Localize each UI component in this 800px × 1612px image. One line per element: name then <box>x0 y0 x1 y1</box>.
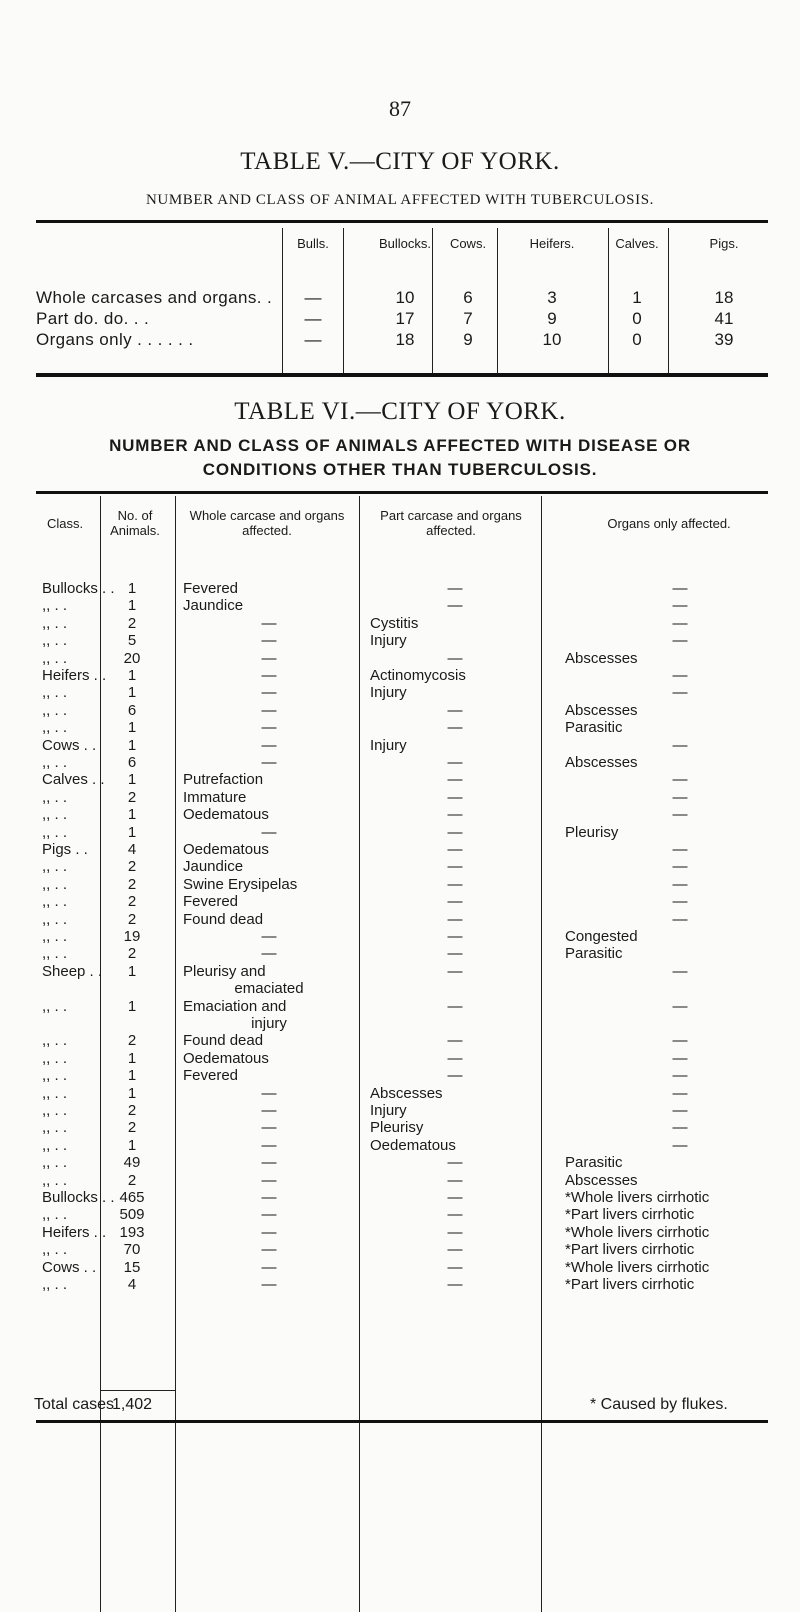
t6-whole: — <box>261 1223 277 1241</box>
t6-organs: *Part livers cirrhotic <box>565 1241 695 1259</box>
t6-num: 2 <box>127 614 137 632</box>
t6-num: 1 <box>127 962 137 980</box>
t6-num: 1 <box>127 719 137 737</box>
t6-organs: — <box>672 858 688 876</box>
t6-organs: — <box>672 893 688 911</box>
t6-organs: — <box>672 788 688 806</box>
t6-class: ,, . . <box>42 875 68 893</box>
t6-whole: — <box>261 667 277 684</box>
t6-class: ,, . . <box>42 893 68 911</box>
t6-whole: — <box>261 1171 277 1189</box>
t6-part: — <box>447 1276 463 1293</box>
t5-cell: 6 <box>463 288 473 307</box>
t6-total-rule <box>100 1390 175 1391</box>
t5-cell: — <box>304 288 322 307</box>
t6-whole: — <box>261 1136 277 1154</box>
t6-total-value: 1,402 <box>111 1396 153 1413</box>
t6-class: ,, . . <box>42 823 68 841</box>
t6-num: 2 <box>127 1119 137 1137</box>
t6-class: ,, . . <box>42 1241 68 1259</box>
t6-part: — <box>447 1258 463 1276</box>
t6-class: ,, . . <box>42 684 68 702</box>
t6-part: — <box>447 928 463 945</box>
page-number: 87 <box>389 96 411 121</box>
t6-organs: — <box>672 684 688 702</box>
t6-class: Calves . . <box>42 771 105 789</box>
t6-part: — <box>447 823 463 841</box>
t6-whole: — <box>261 684 277 702</box>
t6-whole: — <box>261 1102 277 1119</box>
t6-num: 2 <box>127 788 137 806</box>
t5-col-header: Bulls. <box>297 236 329 251</box>
t6-class: ,, . . <box>42 701 68 719</box>
t6-class: ,, . . <box>42 1119 68 1137</box>
t6-part: Actinomycosis <box>370 667 466 684</box>
t6-whole: Oedematous <box>183 1049 269 1067</box>
t6-organs: — <box>672 1032 688 1050</box>
t6-class: ,, . . <box>42 1154 68 1172</box>
t6-whole: Jaundice <box>183 858 244 876</box>
t6-num: 70 <box>123 1241 141 1259</box>
t6-whole: — <box>261 614 277 632</box>
t6-num: 2 <box>127 910 137 928</box>
t6-footnote: * Caused by flukes. <box>590 1396 728 1413</box>
t6-whole: — <box>261 1084 277 1102</box>
t6-organs: Congested <box>565 928 638 945</box>
t6-num: 1 <box>127 597 137 615</box>
t6-part: — <box>447 858 463 876</box>
table5-title: TABLE V.—CITY OF YORK. <box>240 148 560 175</box>
t6-whole: Putrefaction <box>183 771 264 789</box>
t5-col-header: Cows. <box>449 236 487 251</box>
t6-whole: Oedematous <box>183 841 269 858</box>
t6-whole: — <box>261 945 277 963</box>
t6-organs: — <box>672 806 688 824</box>
t6-whole: Swine Erysipelas <box>183 875 298 893</box>
t6-num: 509 <box>119 1206 145 1224</box>
t6-class: Sheep . . <box>42 962 103 980</box>
t6-num: 1 <box>127 1067 137 1085</box>
t5-col-header: Bullocks. <box>378 236 432 251</box>
t6-num: 465 <box>119 1189 145 1206</box>
t6-class: ,, . . <box>42 649 68 667</box>
t5-row-label: Whole carcases and organs. . <box>36 288 273 307</box>
t6-num: 2 <box>127 1102 137 1119</box>
t6-class: ,, . . <box>42 1084 68 1102</box>
t6-class: ,, . . <box>42 1032 68 1050</box>
t6-num: 1 <box>127 997 137 1015</box>
t6-class: Bullocks . . <box>42 1189 115 1206</box>
t6-header-gap <box>100 560 800 561</box>
t6-part: — <box>447 841 463 858</box>
t5-cell: 1 <box>632 288 642 307</box>
t6-num: 1 <box>127 1049 137 1067</box>
t6-organs: — <box>672 962 688 980</box>
t5-cell: 0 <box>632 309 642 328</box>
t6-class: ,, . . <box>42 1276 68 1293</box>
t6-organs: — <box>672 1102 688 1119</box>
t6-part: Abscesses <box>370 1084 443 1102</box>
t6-part: — <box>447 649 463 667</box>
t6-num: 5 <box>127 632 137 650</box>
t6-organs: — <box>672 1067 688 1085</box>
t6-whole: Immature <box>183 788 247 806</box>
t6-class: Pigs . . <box>42 841 88 858</box>
t6-class: ,, . . <box>42 1067 68 1085</box>
t6-whole: Oedematous <box>183 806 269 824</box>
t6-part: — <box>447 893 463 911</box>
t6-class: ,, . . <box>42 788 68 806</box>
t6-organs: — <box>672 910 688 928</box>
t6-part: — <box>447 1223 463 1241</box>
t6-num: 19 <box>123 928 141 945</box>
t6-organs: *Whole livers cirrhotic <box>565 1223 710 1241</box>
t6-whole: Fevered <box>183 893 239 911</box>
t5-cell: 39 <box>714 330 734 349</box>
t5-col-header: Heifers. <box>529 236 575 251</box>
t6-class: ,, . . <box>42 632 68 650</box>
table6-bottom-rule <box>36 1420 768 1423</box>
table6-title: TABLE VI.—CITY OF YORK. <box>234 398 566 425</box>
t6-whole: — <box>261 1154 277 1172</box>
t6-num: 2 <box>127 875 137 893</box>
t6-organs: *Whole livers cirrhotic <box>565 1258 710 1276</box>
t6-class: Cows . . <box>42 1258 97 1276</box>
t6-part: — <box>447 771 463 789</box>
t6-whole: — <box>261 1241 277 1259</box>
t6-part: — <box>447 1049 463 1067</box>
t6-organs: Abscesses <box>565 1171 638 1189</box>
t6-whole: — <box>261 928 277 945</box>
t6-organs: — <box>672 1136 688 1154</box>
t6-organs: *Part livers cirrhotic <box>565 1276 695 1293</box>
t6-class: ,, . . <box>42 945 68 963</box>
t6-whole: Found dead <box>183 910 264 928</box>
t6-organs: — <box>672 597 688 615</box>
t6-organs: — <box>672 1119 688 1137</box>
table6-top-rule <box>36 491 768 494</box>
t6-class: ,, . . <box>42 1136 68 1154</box>
t6-header-class: Class. <box>46 516 84 531</box>
t6-whole: — <box>261 1189 277 1206</box>
t6-whole: Fevered <box>183 1067 239 1085</box>
t5-cell: — <box>304 330 322 349</box>
t6-class: Bullocks . . <box>42 580 115 597</box>
t6-num: 15 <box>123 1258 141 1276</box>
t5-cell: 18 <box>395 330 415 349</box>
t6-whole: Found dead <box>183 1032 264 1050</box>
t6-whole: — <box>261 1276 277 1293</box>
t6-part: — <box>447 788 463 806</box>
t6-whole: — <box>261 1206 277 1224</box>
t6-organs: — <box>672 614 688 632</box>
t6-class: ,, . . <box>42 1206 68 1224</box>
t6-class: Heifers . . <box>42 1223 107 1241</box>
t6-part: — <box>447 962 463 980</box>
t6-num: 1 <box>127 580 137 597</box>
t5-cell: 0 <box>632 330 642 349</box>
table6-subtitle-line2: CONDITIONS OTHER THAN TUBERCULOSIS. <box>202 460 598 479</box>
t6-whole: — <box>261 736 277 754</box>
table5-bottom-rule <box>36 373 768 377</box>
t6-part: — <box>447 1032 463 1050</box>
t6-organs: — <box>672 632 688 650</box>
t6-vline-2 <box>175 496 176 1612</box>
t6-organs: — <box>672 771 688 789</box>
table5-subtitle: NUMBER AND CLASS OF ANIMAL AFFECTED WITH TUBERCULOSIS. <box>145 192 654 208</box>
t6-class: ,, . . <box>42 1049 68 1067</box>
t6-whole: — <box>261 754 277 771</box>
t5-cell: 18 <box>714 288 734 307</box>
t6-num: 1 <box>127 1084 137 1102</box>
t5-cell: 3 <box>547 288 557 307</box>
t6-class: ,, . . <box>42 910 68 928</box>
t6-whole: — <box>261 649 277 667</box>
t6-part: Injury <box>370 736 407 754</box>
t6-organs: — <box>672 997 688 1015</box>
t6-num: 1 <box>127 771 137 789</box>
t6-whole: — <box>261 1119 277 1137</box>
t5-col-header: Pigs. <box>709 236 739 251</box>
t6-num: 2 <box>127 1171 137 1189</box>
t6-part: — <box>447 754 463 771</box>
t6-num: 1 <box>127 684 137 702</box>
t6-organs: — <box>672 1084 688 1102</box>
t6-whole: — <box>261 823 277 841</box>
t6-part: Injury <box>370 1102 407 1119</box>
t6-whole: Jaundice <box>183 597 244 615</box>
t6-class: ,, . . <box>42 1102 68 1119</box>
t6-part: — <box>447 1241 463 1259</box>
t6-organs: — <box>672 1049 688 1067</box>
t6-organs: — <box>672 580 688 597</box>
t6-class: ,, . . <box>42 597 68 615</box>
table6-subtitle-line1: NUMBER AND CLASS OF ANIMALS AFFECTED WITH DISEASE OR <box>109 436 691 455</box>
t6-class: ,, . . <box>42 997 68 1015</box>
t6-total-label: Total cases <box>34 1396 115 1413</box>
t6-whole: Emaciation and injury <box>183 997 287 1032</box>
t6-whole: Pleurisy and emaciated <box>183 962 304 997</box>
t6-class: ,, . . <box>42 1171 68 1189</box>
t5-row-label: Part do. do. . . <box>36 309 150 328</box>
t6-num: 6 <box>127 701 137 719</box>
t6-organs: Pleurisy <box>565 823 619 841</box>
t6-num: 6 <box>127 754 137 771</box>
t6-part: Injury <box>370 684 407 702</box>
t5-cell: 17 <box>395 309 415 328</box>
t6-header-part: Part carcase and organs affected. <box>380 508 522 538</box>
t6-organs: — <box>672 667 688 684</box>
t6-part: Injury <box>370 632 407 650</box>
t6-num: 1 <box>127 667 137 684</box>
t5-cell: 41 <box>714 309 734 328</box>
t6-num: 1 <box>127 1136 137 1154</box>
t6-num: 2 <box>127 1032 137 1050</box>
t6-num: 2 <box>127 945 137 963</box>
t6-num: 1 <box>127 823 137 841</box>
t6-part: — <box>447 997 463 1015</box>
t5-cell: 7 <box>463 309 473 328</box>
t6-class: ,, . . <box>42 858 68 876</box>
t6-part: — <box>447 580 463 597</box>
t6-class: ,, . . <box>42 614 68 632</box>
t6-whole: — <box>261 719 277 737</box>
t6-part: — <box>447 701 463 719</box>
t6-class: ,, . . <box>42 754 68 771</box>
t6-whole: — <box>261 1258 277 1276</box>
t5-cell: 10 <box>395 288 415 307</box>
t6-organs: Abscesses <box>565 649 638 667</box>
t6-part: — <box>447 910 463 928</box>
t6-organs: Parasitic <box>565 719 623 737</box>
t6-whole: — <box>261 701 277 719</box>
t6-part: — <box>447 806 463 824</box>
t6-organs: Abscesses <box>565 754 638 771</box>
t6-num: 4 <box>127 1276 137 1293</box>
t6-organs: *Whole livers cirrhotic <box>565 1189 710 1206</box>
t6-part: Pleurisy <box>370 1119 424 1137</box>
t6-num: 1 <box>127 736 137 754</box>
t6-num: 20 <box>123 649 141 667</box>
t6-num: 193 <box>119 1223 145 1241</box>
t6-class: ,, . . <box>42 806 68 824</box>
t5-cell: — <box>304 309 322 328</box>
t5-cell: 9 <box>463 330 473 349</box>
t6-num: 4 <box>127 841 137 858</box>
t6-header-num: No. of Animals. <box>110 508 160 538</box>
t6-part: — <box>447 1171 463 1189</box>
t6-class: ,, . . <box>42 719 68 737</box>
t6-class: Heifers . . <box>42 667 107 684</box>
t6-organs: — <box>672 841 688 858</box>
t6-num: 2 <box>127 858 137 876</box>
t6-class: ,, . . <box>42 928 68 945</box>
t6-part: — <box>447 597 463 615</box>
t6-organs: Abscesses <box>565 701 638 719</box>
t6-part: Oedematous <box>370 1136 456 1154</box>
t6-part: — <box>447 1067 463 1085</box>
t6-whole: — <box>261 632 277 650</box>
t6-part: — <box>447 719 463 737</box>
t6-header-organs: Organs only affected. <box>607 516 731 531</box>
t6-part: Cystitis <box>370 614 419 632</box>
t6-part: — <box>447 1154 463 1172</box>
t6-vline-4 <box>541 496 542 1612</box>
t6-num: 1 <box>127 806 137 824</box>
t6-num: 2 <box>127 893 137 911</box>
t6-organs: Parasitic <box>565 1154 623 1172</box>
t6-part: — <box>447 875 463 893</box>
t6-organs: — <box>672 736 688 754</box>
t6-part: — <box>447 1189 463 1206</box>
t5-cell: 10 <box>542 330 562 349</box>
t6-header-whole: Whole carcase and organs affected. <box>189 508 345 538</box>
t5-col-header: Calves. <box>615 236 659 251</box>
t5-row-label: Organs only . . . . . . <box>36 330 194 349</box>
t6-whole: Fevered <box>183 580 239 597</box>
t5-cell: 9 <box>547 309 557 328</box>
t6-class: Cows . . <box>42 736 97 754</box>
t6-num: 49 <box>123 1154 141 1172</box>
t6-vline-3 <box>359 496 360 1612</box>
t6-organs: Parasitic <box>565 945 623 963</box>
t6-part: — <box>447 1206 463 1224</box>
t6-organs: *Part livers cirrhotic <box>565 1206 695 1224</box>
table5-top-rule <box>36 220 768 223</box>
t6-part: — <box>447 945 463 963</box>
t6-organs: — <box>672 875 688 893</box>
